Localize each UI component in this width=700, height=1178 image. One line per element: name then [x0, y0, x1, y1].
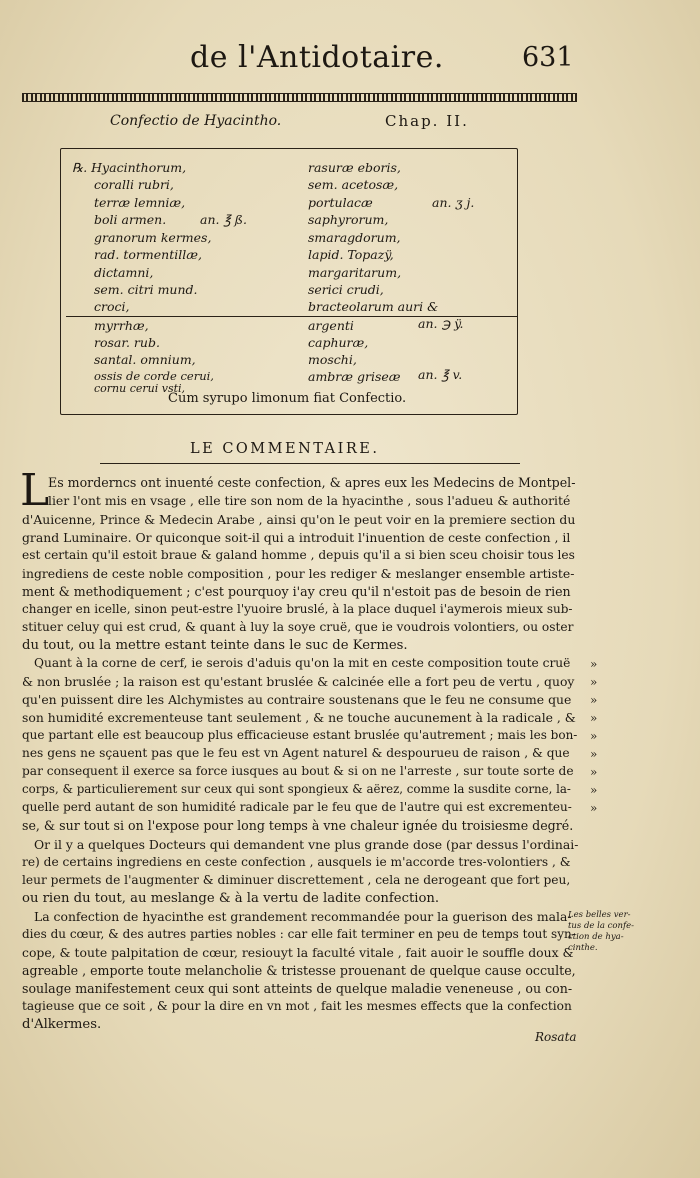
- ingredient: granorum kermes,: [94, 230, 212, 245]
- quote-mark: »: [590, 765, 598, 779]
- text-line: son humidité excrementeuse tant seulement , & ne touche aucunement à la radicale , &: [22, 710, 576, 725]
- ingredient: cornu cerui vsti,: [94, 382, 186, 395]
- marginal-note-line: ction de hya-: [568, 932, 624, 942]
- ingredient: lapid. Topazÿ,: [308, 247, 394, 262]
- ingredient: smaragdorum,: [308, 230, 401, 245]
- text-line: corps, & particulierement sur ceux qui sont spongieux & aërez, comme la susdite corne, la-: [22, 782, 571, 796]
- chapter-label: Chap. II.: [385, 112, 469, 130]
- text-line: & non bruslée ; la raison est qu'estant bruslée & calcinée elle a fort peu de vertu , quoy: [22, 674, 575, 689]
- text-line: par consequent il exerce sa force iusques au bout & si on ne l'arreste , sur toute sorte de: [22, 764, 574, 778]
- ingredient: terræ lemniæ,: [94, 195, 186, 210]
- text-line: ment & methodiquement ; c'est pourquoy i'ay creu qu'il n'estoit pas de besoin de rien: [22, 584, 571, 599]
- commentary-title: LE COMMENTAIRE.: [190, 441, 380, 457]
- ingredient: margaritarum,: [308, 265, 402, 280]
- dose-quantity: an. ℈ ÿ.: [418, 316, 464, 331]
- text-line: est certain qu'il estoit braue & galand homme , depuis qu'il a si bien sceu choisir tous les: [22, 548, 575, 562]
- ingredient: argenti: [308, 318, 354, 333]
- text-line: ou rien du tout, au meslange & à la vertu de ladite confection.: [22, 891, 440, 906]
- text-line: stituer celuy qui est crud, & quant à luy la soye cruë, que ie voudrois volontiers, ou oster: [22, 620, 574, 634]
- text-line: soulage manifestement ceux qui sont atteints de quelque maladie veneneuse , ou con-: [22, 981, 573, 996]
- text-line: Es morderncs ont inuenté ceste confection, & apres eux les Medecins de Montpel-: [48, 475, 576, 490]
- text-line: leur permets de l'augmenter & diminuer discrettement , cela ne derogeant que fort peu,: [22, 873, 571, 887]
- text-line: La confection de hyacinthe est grandement recommandée pour la guerison des mala-: [34, 909, 572, 924]
- dose-quantity: an. ʒ j.: [432, 195, 475, 210]
- heading-rule: [100, 463, 520, 464]
- ingredient: ambræ griseæ: [308, 369, 401, 384]
- drop-cap: L: [20, 465, 50, 516]
- ingredient: coralli rubri,: [94, 177, 174, 192]
- text-line: tagieuse que ce soit , & pour la dire en vn mot , fait les mesmes effects que la confection: [22, 999, 572, 1013]
- text-line: re) de certains ingrediens en ceste confection , ausquels ie m'accorde tres-volontiers , &: [22, 855, 571, 869]
- quote-mark: »: [590, 747, 598, 761]
- marginal-note-line: cinthe.: [568, 943, 598, 953]
- ingredient: moschi,: [308, 352, 357, 367]
- quote-mark: »: [590, 693, 598, 707]
- text-line: que partant elle est beaucoup plus efficacieuse estant bruslée qu'autrement ; mais les bon-: [22, 728, 578, 742]
- dose-quantity: an. ℥ v.: [418, 367, 463, 382]
- ornamental-rule: [22, 93, 577, 102]
- ingredient: santal. omnium,: [94, 352, 196, 367]
- ingredient: rosar. rub.: [94, 335, 160, 350]
- running-head: de l'Antidotaire.: [190, 40, 444, 75]
- text-line: Quant à la corne de cerf, ie serois d'aduis qu'on la mit en ceste composition toute cruë: [34, 656, 571, 670]
- text-line: Or il y a quelques Docteurs qui demandent vne plus grande dose (par dessus l'ordinai-: [34, 837, 579, 852]
- ingredient: sem. acetosæ,: [308, 177, 399, 192]
- ingredient: sem. citri mund.: [94, 282, 198, 297]
- ingredient: rasuræ eboris,: [308, 160, 401, 175]
- text-line: nes gens ne sçauent pas que le feu est vn Agent naturel & despourueu de raison , & que: [22, 746, 570, 760]
- ingredient: ℞. Hyacinthorum,: [72, 160, 187, 175]
- ingredient: saphyrorum,: [308, 212, 389, 227]
- text-line: se, & sur tout si on l'expose pour long temps à vne chaleur ignée du troisiesme degré.: [22, 818, 574, 833]
- text-line: lier l'ont mis en vsage , elle tire son nom de la hyacinthe , sous l'adueu & authorité: [48, 493, 571, 508]
- text-line: du tout, ou la mettre estant teinte dans le suc de Kermes.: [22, 638, 408, 653]
- page-number: 631: [522, 42, 574, 73]
- ingredient: serici crudi,: [308, 282, 384, 297]
- ingredient: caphuræ,: [308, 335, 369, 350]
- quote-mark: »: [590, 657, 598, 671]
- recipe-instruction: Cum syrupo limonum fiat Confectio.: [168, 391, 407, 406]
- ingredient: croci,: [94, 299, 130, 314]
- quote-mark: »: [590, 711, 598, 725]
- text-line: qu'en puissent dire les Alchymistes au contraire soustenans que le feu ne consume que: [22, 692, 572, 707]
- ingredient: boli armen.: [94, 212, 167, 227]
- quote-mark: »: [590, 675, 598, 689]
- text-line: agreable , emporte toute melancholie & tristesse prouenant de quelque cause occulte,: [22, 963, 576, 978]
- ingredient: rad. tormentillæ,: [94, 247, 202, 262]
- ingredient: portulacæ: [308, 195, 373, 210]
- quote-mark: »: [590, 801, 598, 815]
- dose-quantity: an. ℥ ß.: [200, 212, 247, 227]
- ingredient: dictamni,: [94, 265, 154, 280]
- text-line: quelle perd autant de son humidité radicale par le feu que de l'autre qui est excrementeu-: [22, 800, 572, 814]
- section-title: Confectio de Hyacintho.: [110, 113, 282, 129]
- quote-mark: »: [590, 729, 598, 743]
- ingredient: myrrhæ,: [94, 318, 149, 333]
- marginal-note-line: Les belles ver-: [568, 910, 631, 920]
- text-line: grand Luminaire. Or quiconque soit-il qui a introduit l'inuention de ceste confection , il: [22, 530, 571, 545]
- text-line: ingrediens de ceste noble composition , pour les rediger & meslanger ensemble artiste-: [22, 566, 575, 581]
- catchword: Rosata: [535, 1030, 577, 1044]
- text-line: d'Auicenne, Prince & Medecin Arabe , ainsi qu'on le peut voir en la premiere section du: [22, 512, 576, 527]
- ingredient: ossis de corde cerui,: [94, 369, 214, 383]
- text-line: dies du cœur, & des autres parties nobles : car elle fait terminer en peu de temps tout syn-: [22, 927, 576, 941]
- quote-mark: »: [590, 783, 598, 797]
- text-line: cope, & toute palpitation de cœur, resiouyt la faculté vitale , fait auoir le souffle doux &: [22, 945, 574, 960]
- ingredient: bracteolarum auri &: [308, 299, 439, 314]
- text-line: changer en icelle, sinon peut-estre l'yuoire bruslé, à la place duquel i'aymerois mieux sub-: [22, 602, 573, 616]
- marginal-note-line: tus de la confe-: [568, 921, 635, 931]
- text-line: d'Alkermes.: [22, 1017, 102, 1032]
